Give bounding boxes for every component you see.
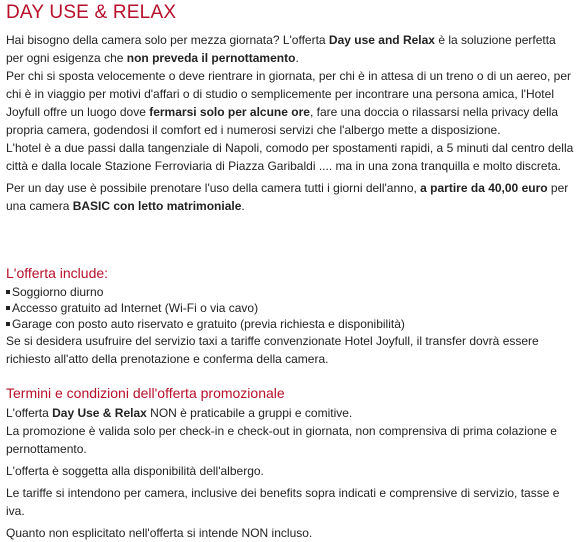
intro-paragraph-3: L'hotel è a due passi dalla tangenziale di Napoli, comodo per spostamenti rapidi, a 5 minuti dal centro della città e dalla locale Stazione Ferroviaria di Piazza Garibaldi .... ma in una zona tranquilla e molto discreta. xyxy=(6,141,574,173)
includes-item-label: Garage con posto auto riservato e gratuito (previa richiesta e disponibilità) xyxy=(12,317,405,331)
intro-paragraph-1 xyxy=(6,31,575,67)
intro-p1-no-overnight: non preveda il pernottamento xyxy=(126,51,296,65)
section-gap xyxy=(6,215,575,264)
includes-heading: L'offerta include: xyxy=(6,265,109,281)
terms-t1-text-c: NON è praticabile a gruppi e comitive. xyxy=(146,406,353,420)
intro-p4-price: a partire da 40,00 euro xyxy=(420,181,548,195)
intro-paragraph-2 xyxy=(6,67,575,139)
terms-line-2: La promozione è valida solo per check-in e check-out in giornata, non comprensiva di prima colazione e pernottamento. xyxy=(6,424,557,456)
bullet-square-icon xyxy=(6,322,10,326)
bullet-square-icon xyxy=(6,290,10,294)
terms-line-1 xyxy=(6,404,575,422)
intro-p1-text-a: Hai bisogno della camera solo per mezza giornata? L'offerta xyxy=(6,33,329,47)
terms-line-4: Le tariffe si intendono per camera, inclusive dei benefits sopra indicati e comprensive di servizio, tasse e iva. xyxy=(6,486,560,518)
intro-p2-few-hours: fermarsi solo per alcune ore xyxy=(149,105,310,119)
includes-item xyxy=(6,300,575,316)
terms-heading: Termini e condizioni dell'offerta promozionale xyxy=(6,385,285,401)
includes-item-label: Soggiorno diurno xyxy=(12,285,104,299)
section-gap xyxy=(6,368,575,384)
includes-item-label: Accesso gratuito ad Internet (Wi-Fi o via cavo) xyxy=(12,301,259,315)
includes-item xyxy=(6,316,575,332)
intro-p4-text-a: Per un day use è possibile prenotare l'uso della camera tutti i giorni dell'anno, xyxy=(6,181,421,195)
offer-page xyxy=(0,2,575,542)
bullet-square-icon xyxy=(6,306,10,310)
terms-t1-offer-name: Day Use & Relax xyxy=(52,406,147,420)
intro-p4-text-c: per una camera xyxy=(6,181,569,213)
intro-p1-text-c: è la soluzione perfetta per ogni esigenza che xyxy=(6,33,556,65)
includes-item xyxy=(6,284,575,300)
intro-p2-text-c: , fare una doccia o rilassarsi nella privacy della propria camera, godendosi il comfort ed i numerosi servizi che l'albergo mette a disposizione. xyxy=(6,105,559,137)
intro-paragraph-4 xyxy=(6,179,575,215)
intro-p1-offer-name: Day use and Relax xyxy=(328,33,435,47)
intro-p2-text-a: Per chi si sposta velocemente o deve rientrare in giornata, per chi è in attesa di un treno o di un aereo, per chi è in viaggio per motivi d'affari o di studio o semplicemente per incontrare una persona amica, l'Hotel Joyfull offre un luogo dove xyxy=(6,69,571,119)
terms-t1-text-a: L'offerta xyxy=(6,406,53,420)
terms-line-3: L'offerta è soggetta alla disponibilità dell'albergo. xyxy=(6,464,264,478)
intro-p4-text-e: . xyxy=(241,199,245,213)
includes-taxi-note: Se si desidera usufruire del servizio taxi a tariffe convenzionate Hotel Joyfull, il transfer dovrà essere richiesto all'atto della prenotazione e conferma della camera. xyxy=(6,334,539,366)
intro-p1-text-e: . xyxy=(295,51,299,65)
terms-line-5: Quanto non esplicitato nell'offerta si intende NON incluso. xyxy=(6,526,313,540)
intro-p4-room-type: BASIC con letto matrimoniale xyxy=(72,199,242,213)
page-title: DAY USE & RELAX xyxy=(6,2,177,23)
